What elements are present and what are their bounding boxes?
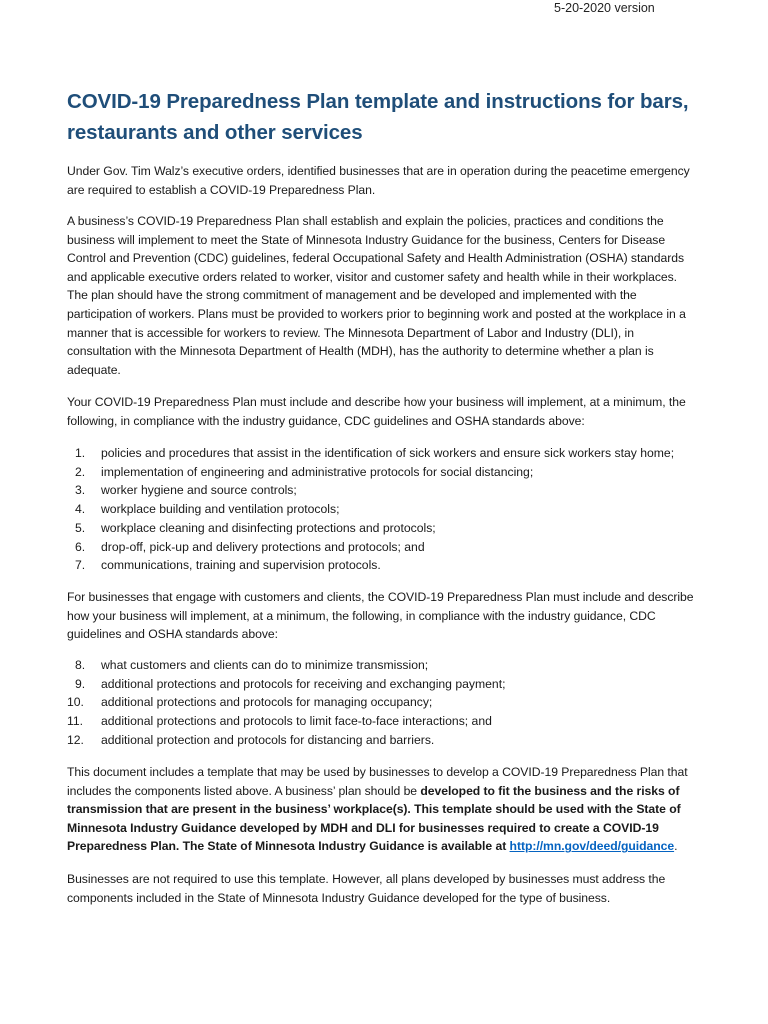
list-item-number: 11. [67, 714, 84, 729]
list-item-number: 8. [75, 658, 86, 672]
list-item [67, 538, 699, 557]
list-item-number: 3. [75, 483, 86, 498]
list-item-text: policies and procedures that assist in the identification of sick workers and ensure sick workers stay home; [101, 446, 675, 460]
list-item-text: drop-off, pick-up and delivery protections and protocols; and [101, 539, 425, 554]
list-item [67, 712, 699, 731]
list-item [67, 556, 699, 575]
list-item-number: 2. [75, 464, 86, 479]
list-item-number: 6. [75, 539, 86, 554]
list-item [67, 519, 699, 538]
customer-protocols-list [67, 656, 699, 750]
template-emphasis-text: developed to fit the business and the risks of transmission that are present in the business’ workplace(s). This template should be used with the State of Minnesota Industry Guidance developed by MDH and DLI for businesses required to create a COVID-19 Preparedness Plan. The State of Minnesota Industry Guidance is available at [67, 783, 681, 854]
list-item-number: 12. [67, 732, 84, 747]
list-item-number: 9. [75, 676, 86, 691]
list-item [67, 693, 699, 712]
list-item-text: additional protections and protocols for receiving and exchanging payment; [101, 676, 506, 691]
list-item-text: additional protections and protocols for managing occupancy; [101, 695, 433, 710]
list-item [67, 481, 699, 500]
list-item-text: additional protection and protocols for distancing and barriers. [101, 732, 435, 747]
template-paragraph [67, 763, 699, 856]
list-item-text: workplace building and ventilation protocols; [101, 502, 340, 517]
list-item-text: additional protections and protocols to limit face-to-face interactions; and [101, 714, 492, 729]
closing-paragraph: Businesses are not required to use this template. However, all plans developed by businesses must address the components included in the State of Minnesota Industry Guidance developed for the type of business. [67, 872, 666, 905]
list-item-text: what customers and clients can do to minimize transmission; [101, 658, 429, 672]
list-item [67, 444, 699, 463]
list-item [67, 463, 699, 482]
list-item [67, 731, 699, 750]
list-item-text: workplace cleaning and disinfecting protections and protocols; [101, 520, 436, 535]
intro-paragraph: Under Gov. Tim Walz’s executive orders, identified businesses that are in operation during the peacetime emergency are required to establish a COVID-19 Preparedness Plan. [67, 164, 690, 197]
worker-protocols-list [67, 444, 699, 575]
plan-description-paragraph: A business’s COVID-19 Preparedness Plan shall establish and explain the policies, practices and conditions the business will implement to meet the State of Minnesota Industry Guidance for the business, Centers for Disease Control and Prevention (CDC) guidelines, federal Occupational Safety and Health Administration (OSHA) standards and applicable executive orders related to worker, visitor and customer safety and health while in their workplaces. The plan should have the strong commitment of management and be developed and implemented with the participation of workers. Plans must be provided to workers prior to beginning work and posted at the workplace in a manner that is accessible for workers to review. The Minnesota Department of Labor and Industry (DLI), in consultation with the Minnesota Department of Health (MDH), has the authority to determine whether a plan is adequate. [67, 214, 686, 377]
list-item [67, 675, 699, 694]
list-item-text: implementation of engineering and administrative protocols for social distancing; [101, 464, 534, 479]
list-item [67, 656, 699, 675]
document-title: COVID-19 Preparedness Plan template and instructions for bars, restaurants and other services [67, 90, 689, 144]
list-item-number: 4. [75, 502, 86, 517]
list-item-number: 5. [75, 520, 86, 535]
list-item-text: worker hygiene and source controls; [101, 483, 297, 498]
template-text: This document includes a template that may be used by businesses to develop a COVID-19 Preparedness Plan that includes the components listed above. A business’ plan should be [67, 765, 688, 798]
guidance-link[interactable]: http://mn.gov/deed/guidance [509, 839, 675, 854]
template-end-text: . [674, 839, 678, 854]
list-item-number: 7. [75, 558, 86, 573]
list-item-number: 10. [67, 695, 84, 710]
list-item [67, 500, 699, 519]
version-label: 5-20-2020 version [554, 1, 655, 15]
customers-requirements-paragraph: For businesses that engage with customers and clients, the COVID-19 Preparedness Plan must include and describe how your business will implement, at a minimum, the following, in compliance with the industry guidance, CDC guidelines and OSHA standards above: [67, 590, 694, 642]
list-item-number: 1. [75, 446, 86, 460]
list-item-text: communications, training and supervision protocols. [101, 558, 381, 573]
minimum-requirements-paragraph: Your COVID-19 Preparedness Plan must include and describe how your business will implement, at a minimum, the following, in compliance with the industry guidance, CDC guidelines and OSHA standards above: [67, 395, 686, 428]
